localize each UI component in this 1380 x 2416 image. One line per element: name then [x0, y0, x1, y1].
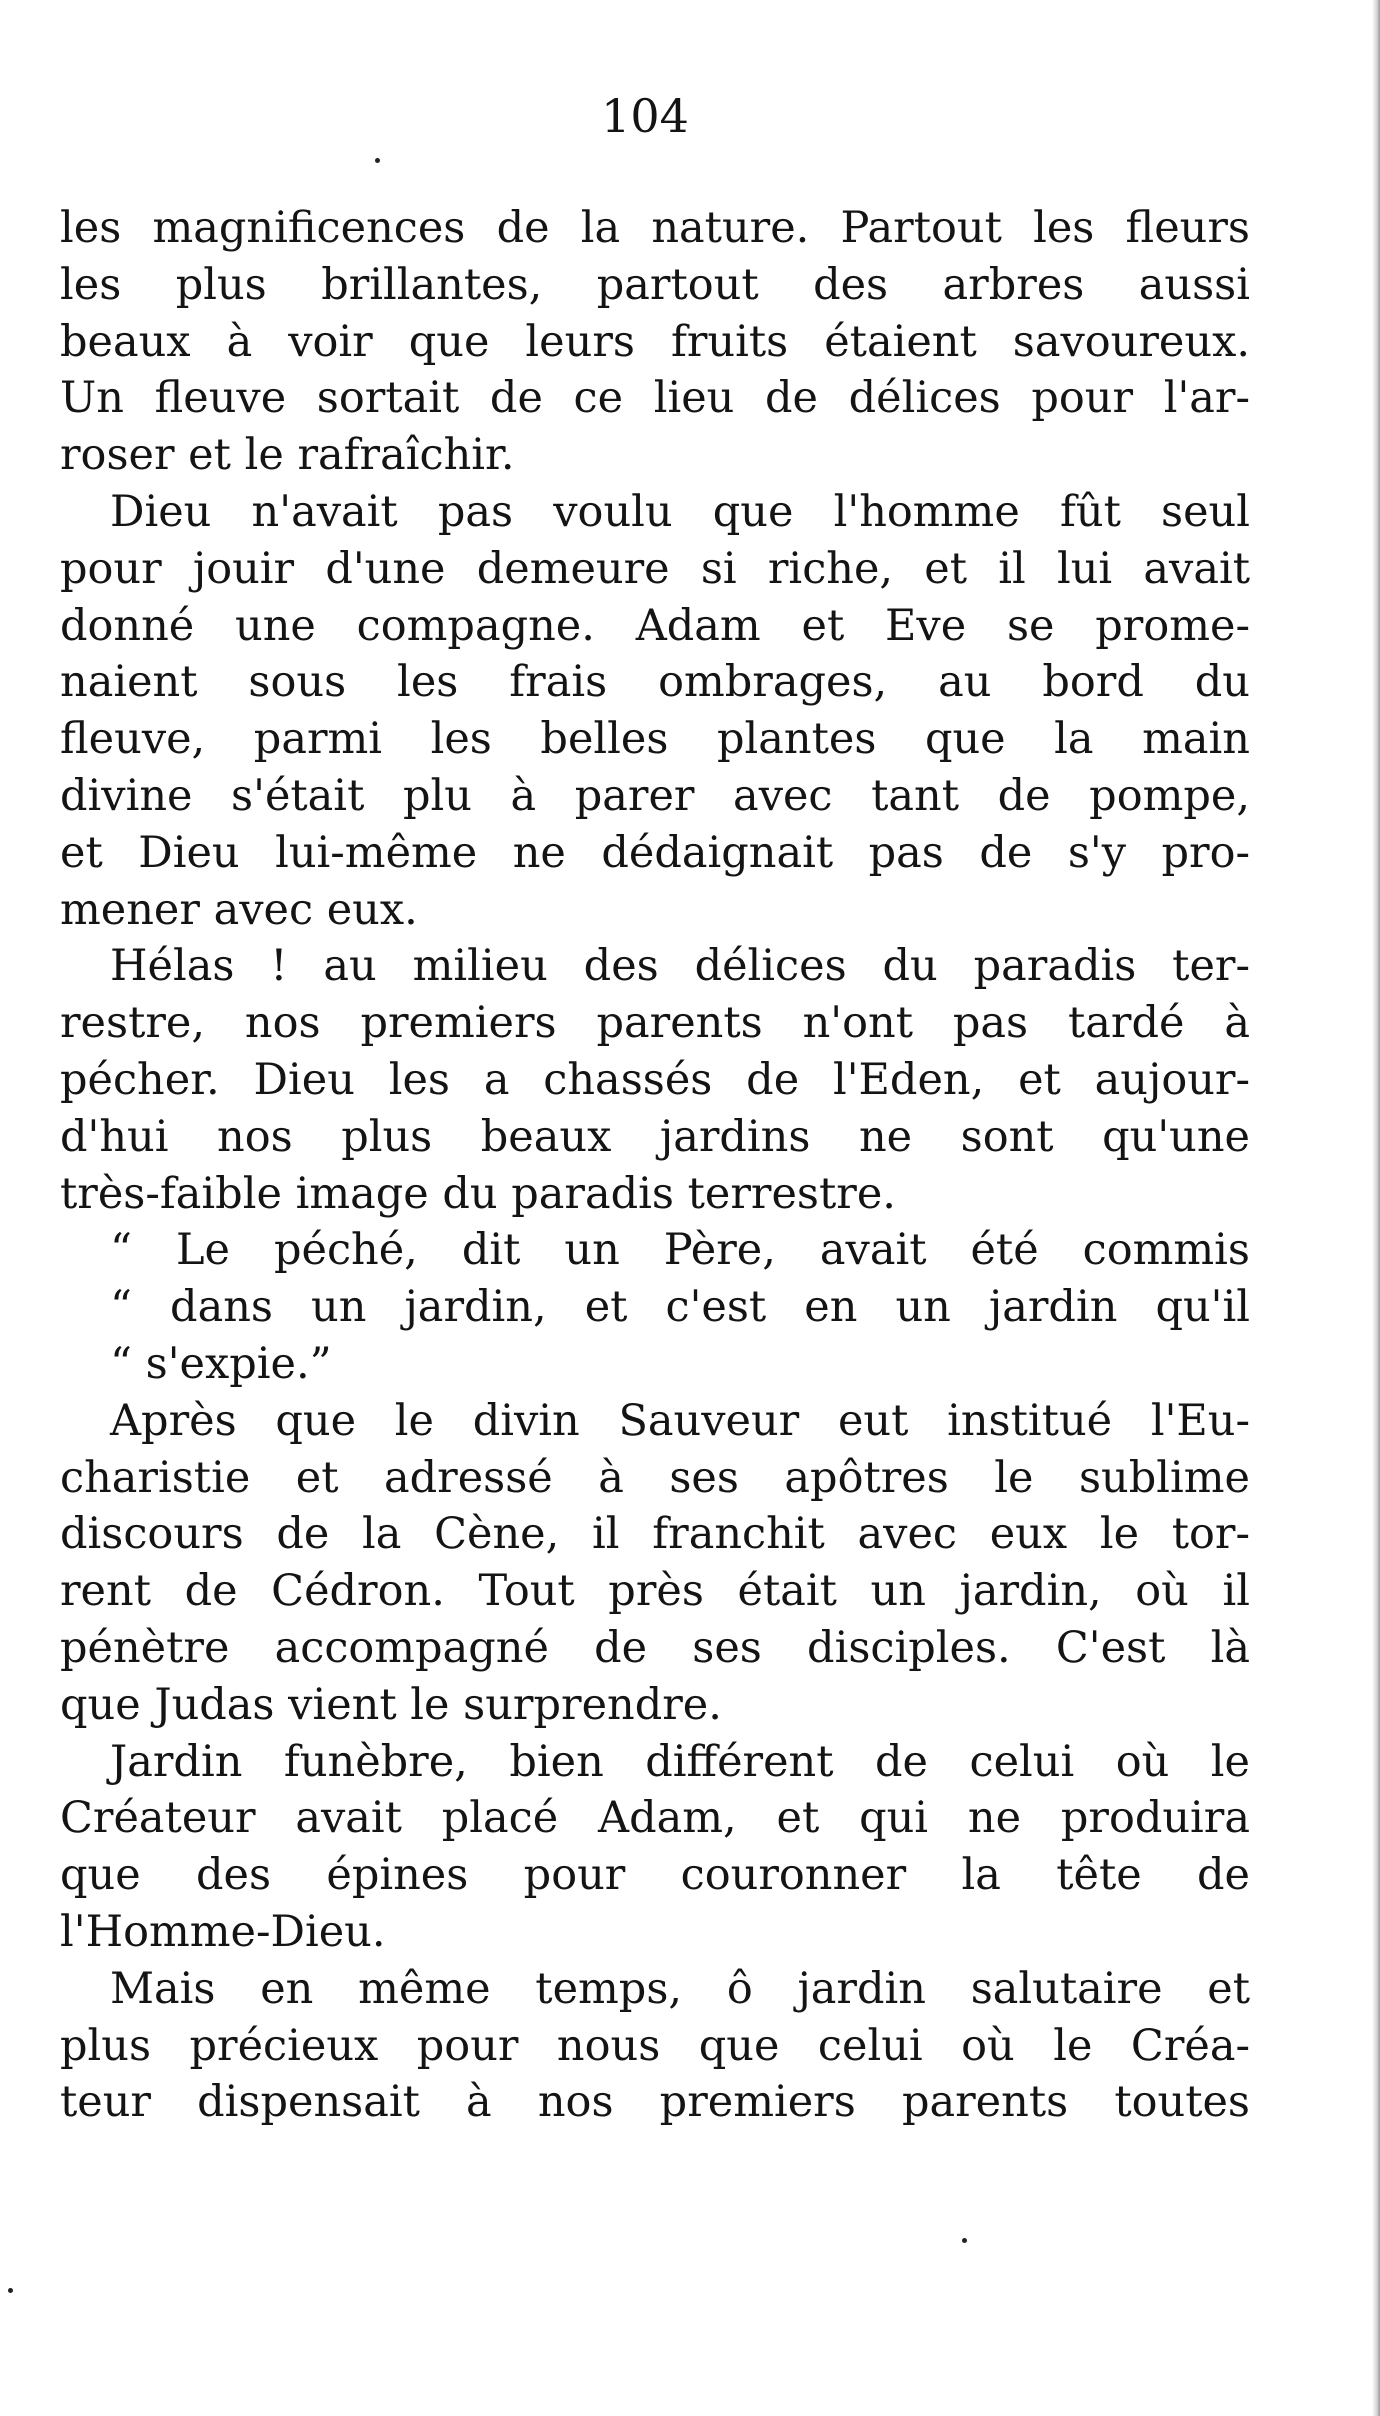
text-line: d'hui nos plus beaux jardins ne sont qu'une: [60, 1111, 1250, 1162]
text-line: “ Le péché, dit un Père, avait été commis: [110, 1225, 1250, 1276]
text-line: beaux à voir que leurs fruits étaient savoureux.: [60, 316, 1250, 367]
text-line: naient sous les frais ombrages, au bord du: [60, 657, 1250, 708]
text-line: roser et le rafraîchir.: [60, 430, 515, 481]
ink-speck: [375, 158, 380, 163]
text-line: que Judas vient le surprendre.: [60, 1679, 722, 1730]
text-line: donné une compagne. Adam et Eve se prome-: [60, 600, 1250, 651]
text-line: l'Homme-Dieu.: [60, 1906, 386, 1957]
text-line: restre, nos premiers parents n'ont pas tardé à: [60, 998, 1250, 1049]
text-line: Dieu n'avait pas voulu que l'homme fût seul: [110, 486, 1250, 537]
text-line: Jardin funèbre, bien différent de celui où le: [110, 1736, 1250, 1787]
text-line: discours de la Cène, il franchit avec eux le tor-: [60, 1509, 1250, 1560]
text-line: les magnificences de la nature. Partout les fleurs: [60, 203, 1250, 253]
page-number: 104: [601, 89, 689, 143]
text-line: pénètre accompagné de ses disciples. C'est là: [60, 1622, 1250, 1673]
text-line: les plus brillantes, partout des arbres aussi: [60, 259, 1250, 310]
ink-speck: [962, 2238, 967, 2243]
text-line: teur dispensait à nos premiers parents toutes: [60, 2077, 1250, 2128]
text-line: “ dans un jardin, et c'est en un jardin qu'il: [110, 1282, 1250, 1333]
text-line: Hélas ! au milieu des délices du paradis ter-: [110, 941, 1250, 992]
text-line: mener avec eux.: [60, 884, 418, 935]
text-line: pour jouir d'une demeure si riche, et il lui avait: [60, 543, 1250, 594]
body-text: [60, 200, 1250, 2131]
text-line: rent de Cédron. Tout près était un jardin, où il: [60, 1566, 1250, 1617]
text-line: plus précieux pour nous que celui où le Créa-: [60, 2020, 1250, 2071]
text-line: et Dieu lui-même ne dédaignait pas de s'y pro-: [60, 827, 1250, 878]
text-line: “ s'expie.”: [110, 1338, 332, 1389]
text-line: divine s'était plu à parer avec tant de pompe,: [60, 770, 1250, 821]
text-line: Un fleuve sortait de ce lieu de délices pour l'ar-: [60, 373, 1250, 424]
text-line: pécher. Dieu les a chassés de l'Eden, et aujour-: [60, 1054, 1250, 1105]
text-line: Créateur avait placé Adam, et qui ne produira: [60, 1793, 1250, 1844]
text-line: Mais en même temps, ô jardin salutaire et: [110, 1963, 1250, 2014]
ink-speck: [8, 2288, 13, 2293]
text-line: charistie et adressé à ses apôtres le sublime: [60, 1452, 1250, 1503]
text-line: très-faible image du paradis terrestre.: [60, 1168, 896, 1219]
page-edge-shadow: [1372, 0, 1380, 2416]
text-line: que des épines pour couronner la tête de: [60, 1850, 1250, 1901]
text-line: fleuve, parmi les belles plantes que la main: [60, 714, 1250, 765]
text-line: Après que le divin Sauveur eut institué l'Eu-: [110, 1395, 1250, 1446]
